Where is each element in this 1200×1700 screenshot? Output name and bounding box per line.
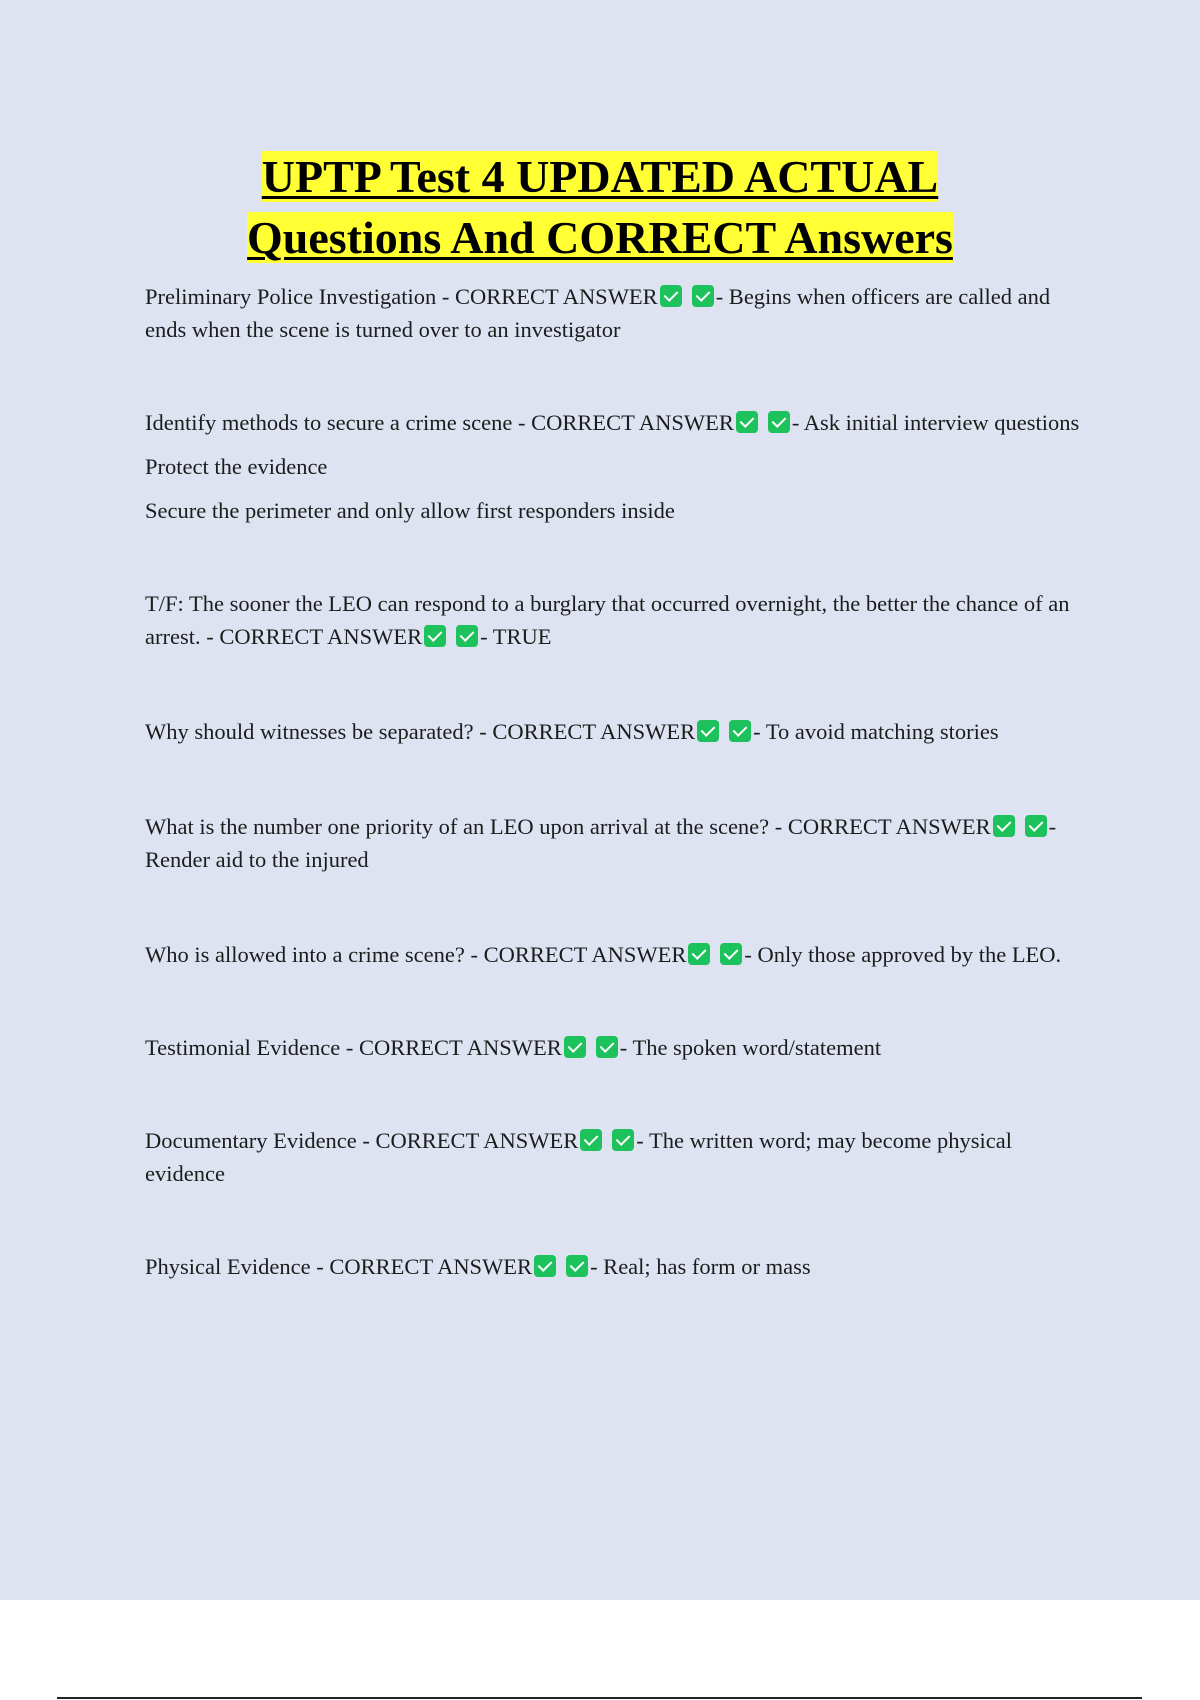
answer-marker: - CORRECT ANSWER bbox=[479, 719, 696, 744]
title-line-2: Questions And CORRECT Answers bbox=[247, 212, 953, 263]
question-text: Why should witnesses be separated? bbox=[145, 719, 474, 744]
title-line-1: UPTP Test 4 UPDATED ACTUAL bbox=[261, 151, 939, 202]
answer-marker: - CORRECT ANSWER bbox=[345, 1035, 562, 1060]
answer-marker: - CORRECT ANSWER bbox=[517, 410, 734, 435]
qa-item bbox=[145, 715, 1085, 748]
check-mark-icon bbox=[456, 625, 478, 647]
question-text: Testimonial Evidence bbox=[145, 1035, 341, 1060]
answer-marker: - CORRECT ANSWER bbox=[206, 624, 423, 649]
qa-item bbox=[145, 406, 1085, 439]
answer-marker: - CORRECT ANSWER bbox=[316, 1254, 533, 1279]
check-mark-icon bbox=[697, 720, 719, 742]
document-title bbox=[0, 146, 1200, 268]
answer-text: - To avoid matching stories bbox=[753, 719, 999, 744]
check-mark-icon bbox=[993, 815, 1015, 837]
answer-text: - The spoken word/statement bbox=[619, 1035, 882, 1060]
question-text: What is the number one priority of an LEO upon arrival at the scene? bbox=[145, 814, 770, 839]
check-mark-icon bbox=[534, 1255, 556, 1277]
answer-text: - Render aid to the injured bbox=[145, 814, 1057, 872]
question-text: Physical Evidence bbox=[145, 1254, 311, 1279]
qa-item bbox=[145, 1124, 1085, 1190]
answer-marker: - CORRECT ANSWER bbox=[470, 942, 687, 967]
qa-item bbox=[145, 1031, 1085, 1064]
answer-marker: - CORRECT ANSWER bbox=[774, 814, 991, 839]
check-mark-icon bbox=[424, 625, 446, 647]
check-mark-icon bbox=[564, 1036, 586, 1058]
answer-marker: - CORRECT ANSWER bbox=[441, 284, 658, 309]
answer-text: - Ask initial interview questions bbox=[791, 410, 1080, 435]
answer-continuation: Secure the perimeter and only allow first responders inside bbox=[145, 498, 675, 523]
check-mark-icon bbox=[596, 1036, 618, 1058]
qa-list bbox=[145, 280, 1085, 1283]
question-text: Who is allowed into a crime scene? bbox=[145, 942, 465, 967]
check-mark-icon bbox=[688, 943, 710, 965]
answer-text: - TRUE bbox=[480, 624, 552, 649]
qa-item bbox=[145, 810, 1085, 876]
check-mark-icon bbox=[692, 285, 714, 307]
footer-rule bbox=[57, 1697, 1142, 1699]
check-mark-icon bbox=[660, 285, 682, 307]
check-mark-icon bbox=[566, 1255, 588, 1277]
qa-item bbox=[145, 1250, 1085, 1283]
question-text: Documentary Evidence bbox=[145, 1128, 357, 1153]
check-mark-icon bbox=[1025, 815, 1047, 837]
qa-item bbox=[145, 280, 1085, 346]
question-text: Identify methods to secure a crime scene bbox=[145, 410, 513, 435]
check-mark-icon bbox=[768, 411, 790, 433]
answer-text: - Begins when officers are called and ends when the scene is turned over to an investigator bbox=[145, 284, 1051, 342]
answer-marker: - CORRECT ANSWER bbox=[362, 1128, 579, 1153]
answer-continuation: Protect the evidence bbox=[145, 454, 328, 479]
answer-text: - The written word; may become physical evidence bbox=[145, 1128, 1013, 1186]
qa-item bbox=[145, 938, 1085, 971]
answer-text: - Only those approved by the LEO. bbox=[744, 942, 1062, 967]
question-text: Preliminary Police Investigation bbox=[145, 284, 437, 309]
check-mark-icon bbox=[736, 411, 758, 433]
check-mark-icon bbox=[580, 1129, 602, 1151]
check-mark-icon bbox=[612, 1129, 634, 1151]
check-mark-icon bbox=[720, 943, 742, 965]
question-text: T/F: The sooner the LEO can respond to a burglary that occurred overnight, the better the chance of an arrest. bbox=[145, 591, 1070, 649]
qa-item bbox=[145, 587, 1085, 653]
answer-text: - Real; has form or mass bbox=[590, 1254, 811, 1279]
check-mark-icon bbox=[729, 720, 751, 742]
